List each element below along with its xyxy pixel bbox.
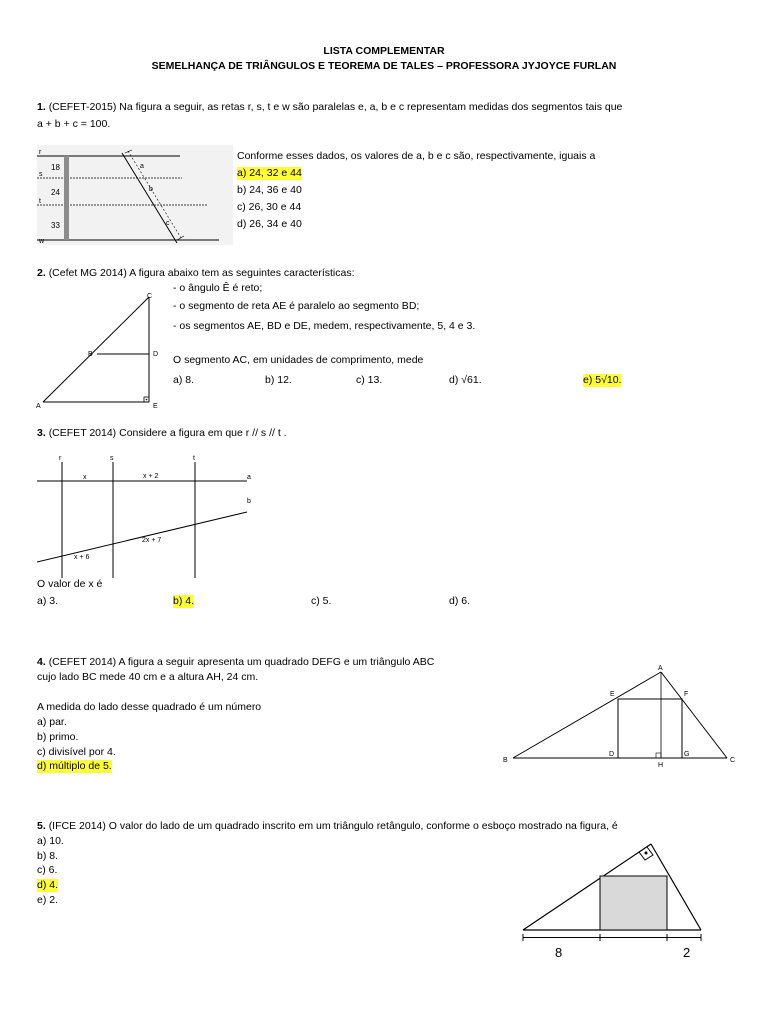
q2-fig-label-a: A bbox=[36, 403, 41, 410]
q1-fig-seg-a: a bbox=[140, 163, 144, 170]
q1-fig-seg-b: b bbox=[149, 186, 153, 193]
q1-source: (CEFET-2015) bbox=[48, 101, 117, 113]
q4-fig-label-c: C bbox=[730, 757, 736, 764]
q1-option-b[interactable]: b) 24, 36 e 40 bbox=[237, 184, 302, 196]
q4-fig-label-e: E bbox=[610, 691, 615, 698]
q2-fig-label-d: D bbox=[153, 351, 159, 358]
q1-fig-value-24: 24 bbox=[51, 188, 60, 197]
q3-option-b[interactable]: b) 4. bbox=[173, 595, 195, 607]
q3-fig-expr-2x7: 2x + 7 bbox=[142, 537, 162, 544]
q3-option-d[interactable]: d) 6. bbox=[449, 595, 471, 607]
q1-figure bbox=[37, 145, 233, 245]
q1-fig-value-33: 33 bbox=[51, 221, 60, 230]
q4-fig-label-b: B bbox=[503, 757, 508, 764]
q3-fig-label-b: b bbox=[247, 498, 251, 505]
q1-fig-label-s: s bbox=[39, 171, 43, 178]
q3-fig-label-a: a bbox=[247, 474, 251, 481]
q4-question: A medida do lado desse quadrado é um número bbox=[37, 701, 262, 713]
q4-stem: A figura a seguir apresenta um quadrado DEFG e um triângulo ABC bbox=[118, 656, 435, 668]
q3-fig-label-r: r bbox=[59, 455, 62, 462]
q5-option-e[interactable]: e) 2. bbox=[37, 894, 59, 906]
q4-source: (CEFET 2014) bbox=[48, 656, 117, 668]
q1-fig-label-w: w bbox=[39, 238, 45, 245]
q2-figure bbox=[35, 288, 170, 413]
header-title-line2: SEMELHANÇA DE TRIÂNGULOS E TEOREMA DE TALES – PROFESSORA JYJOYCE FURLAN bbox=[151, 60, 617, 72]
q5-figure bbox=[515, 838, 720, 968]
q5-fig-measure-right: 2 bbox=[683, 945, 691, 960]
q4-option-c[interactable]: c) divisível por 4. bbox=[37, 746, 116, 758]
q2-fig-label-e: E bbox=[153, 403, 158, 410]
q1-lead: Conforme esses dados, os valores de a, b e c são, respectivamente, iguais a bbox=[237, 150, 596, 162]
q3-fig-expr-x2: x + 2 bbox=[143, 473, 159, 480]
q3-stem: Considere a figura em que r // s // t . bbox=[119, 427, 287, 439]
q5-option-b[interactable]: b) 8. bbox=[37, 850, 59, 862]
q2-option-b[interactable]: b) 12. bbox=[265, 374, 292, 386]
q5-source: (IFCE 2014) bbox=[48, 820, 106, 832]
q1-number: 1. bbox=[37, 101, 46, 113]
q2-source: (Cefet MG 2014) bbox=[48, 267, 127, 279]
q2-fig-label-c: C bbox=[147, 293, 153, 300]
q3-option-c[interactable]: c) 5. bbox=[311, 595, 332, 607]
q2-bullet-1: - o ângulo Ê é reto; bbox=[173, 282, 263, 294]
q4-fig-label-g: G bbox=[684, 751, 690, 758]
q1-option-c[interactable]: c) 26, 30 e 44 bbox=[237, 201, 302, 213]
q2-bullet-2: - o segmento de reta AE é paralelo ao segmento BD; bbox=[173, 300, 420, 312]
q1-stem-equation: a + b + c = 100. bbox=[37, 118, 111, 130]
q4-option-b[interactable]: b) primo. bbox=[37, 731, 79, 743]
q1-option-d[interactable]: d) 26, 34 e 40 bbox=[237, 218, 302, 230]
q4-number: 4. bbox=[37, 656, 46, 668]
q1-fig-label-r: r bbox=[39, 149, 42, 156]
q1-stem: Na figura a seguir, as retas r, s, t e w são paralelas e, a, b e c representam medidas dos segmentos tais que bbox=[119, 101, 623, 113]
q4-option-a[interactable]: a) par. bbox=[37, 716, 67, 728]
q3-number: 3. bbox=[37, 427, 46, 439]
q3-option-a[interactable]: a) 3. bbox=[37, 595, 59, 607]
q4-option-d[interactable]: d) múltiplo de 5. bbox=[37, 760, 112, 772]
q2-question: O segmento AC, em unidades de comprimento, mede bbox=[173, 354, 424, 366]
q3-fig-label-t: t bbox=[193, 455, 195, 462]
q2-option-a[interactable]: a) 8. bbox=[173, 374, 195, 386]
q4-figure bbox=[500, 662, 745, 772]
q2-option-c[interactable]: c) 13. bbox=[356, 374, 383, 386]
q1-option-a[interactable]: a) 24, 32 e 44 bbox=[237, 167, 302, 179]
q1-fig-label-t: t bbox=[39, 198, 41, 205]
q5-stem: O valor do lado de um quadrado inscrito em um triângulo retângulo, conforme o esboço mostrado na figura, é bbox=[108, 820, 618, 832]
q2-option-e[interactable]: e) 5√10. bbox=[583, 374, 622, 386]
header-title-line1: LISTA COMPLEMENTAR bbox=[323, 45, 445, 57]
q1-fig-value-18: 18 bbox=[51, 163, 60, 172]
q4-fig-label-f: F bbox=[684, 691, 689, 698]
q2-stem: A figura abaixo tem as seguintes características: bbox=[129, 267, 355, 279]
q3-fig-expr-x6: x + 6 bbox=[74, 554, 90, 561]
q5-fig-measure-left: 8 bbox=[555, 945, 563, 960]
q5-option-c[interactable]: c) 6. bbox=[37, 864, 58, 876]
q3-fig-label-s: s bbox=[110, 455, 114, 462]
q2-number: 2. bbox=[37, 267, 46, 279]
q3-fig-expr-x: x bbox=[83, 474, 87, 481]
q1-fig-seg-c: c bbox=[166, 220, 170, 227]
q4-fig-label-h: H bbox=[658, 762, 664, 769]
q5-option-a[interactable]: a) 10. bbox=[37, 835, 64, 847]
q3-question: O valor de x é bbox=[37, 578, 103, 590]
q4-fig-label-a: A bbox=[658, 665, 663, 672]
q2-bullet-3: - os segmentos AE, BD e DE, medem, respectivamente, 5, 4 e 3. bbox=[173, 320, 476, 332]
q3-figure bbox=[37, 452, 262, 578]
q4-stem-2: cujo lado BC mede 40 cm e a altura AH, 24 cm. bbox=[37, 671, 259, 683]
q2-option-d[interactable]: d) √61. bbox=[449, 374, 482, 386]
q5-option-d[interactable]: d) 4. bbox=[37, 879, 59, 891]
q5-number: 5. bbox=[37, 820, 46, 832]
q4-fig-label-d: D bbox=[609, 751, 615, 758]
q2-fig-label-b: B bbox=[88, 351, 93, 358]
q3-source: (CEFET 2014) bbox=[48, 427, 117, 439]
